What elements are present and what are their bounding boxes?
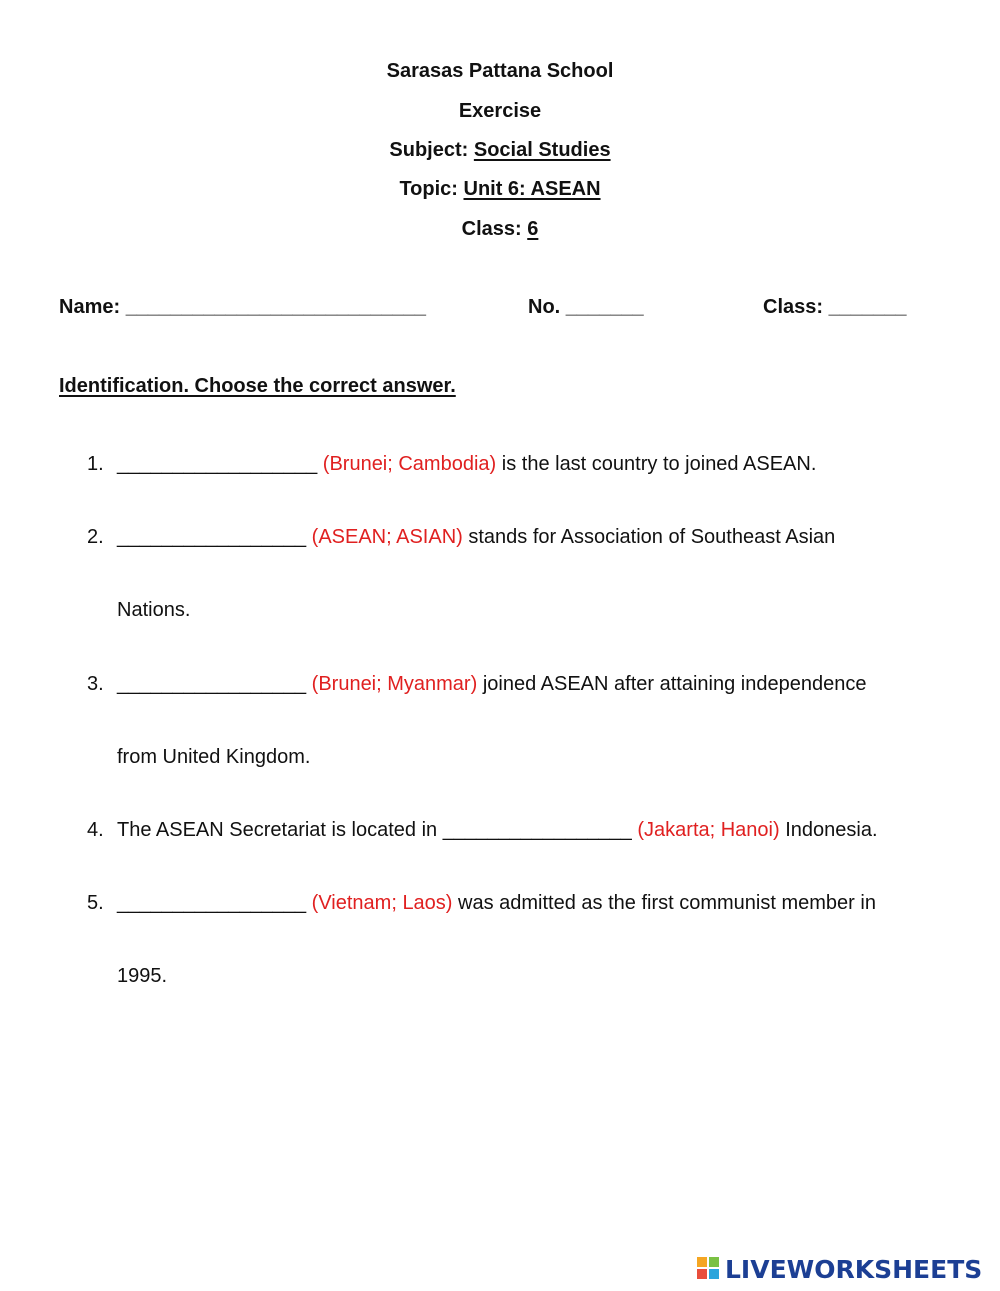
subject-label: Subject: — [389, 139, 474, 161]
class-value: 6 — [527, 218, 539, 240]
subject-line — [0, 138, 1000, 162]
class-line — [0, 217, 1000, 241]
logo-block — [709, 1269, 719, 1279]
question-number: 1. — [87, 453, 104, 475]
answer-options: (Brunei; Myanmar) — [311, 673, 478, 695]
name-field[interactable]: Name: ___________________________ — [59, 296, 427, 318]
answer-blank[interactable]: _________________ — [117, 892, 312, 914]
question-2-continued — [0, 598, 191, 670]
answer-options: (ASEAN; ASIAN) — [311, 526, 463, 548]
question-5-continued — [0, 964, 168, 1036]
student-info-row — [0, 295, 1000, 319]
question-text: stands for Association of Southeast Asian — [462, 526, 836, 548]
topic-label: Topic: — [399, 178, 464, 200]
logo-block — [697, 1257, 707, 1267]
answer-blank[interactable]: _________________ — [117, 673, 312, 695]
question-line: Nations. — [117, 599, 191, 621]
question-line: 1995. — [117, 965, 168, 987]
question-line — [117, 672, 866, 696]
liveworksheets-logo — [697, 1255, 982, 1285]
question-number: 2. — [87, 526, 104, 548]
topic-line — [0, 177, 1000, 201]
topic-value: Unit 6: ASEAN — [463, 178, 601, 200]
subject-value: Social Studies — [473, 139, 611, 161]
answer-blank[interactable]: _________________ — [117, 526, 312, 548]
answer-options: (Brunei; Cambodia) — [322, 453, 497, 475]
class-label: Class: — [461, 218, 528, 240]
number-field[interactable]: No. _______ — [528, 296, 644, 318]
question-text: is the last country to joined ASEAN. — [496, 453, 817, 475]
question-text-with-blank[interactable]: The ASEAN Secretariat is located in _________________ — [117, 819, 638, 841]
question-number: 5. — [87, 892, 104, 914]
question-line — [117, 818, 878, 842]
answer-options: (Jakarta; Hanoi) — [637, 819, 780, 841]
document-type: Exercise — [458, 100, 542, 122]
logo-block — [697, 1269, 707, 1279]
question-number: 3. — [87, 673, 104, 695]
question-text: Indonesia. — [779, 819, 878, 841]
section-title: Identification. Choose the correct answer. — [59, 375, 456, 397]
class-field[interactable]: Class: _______ — [763, 296, 907, 318]
question-3-continued — [0, 745, 311, 817]
school-name: Sarasas Pattana School — [386, 60, 614, 82]
answer-options: (Vietnam; Laos) — [311, 892, 453, 914]
question-line — [117, 452, 816, 476]
logo-text: LIVEWORKSHEETS — [725, 1255, 983, 1284]
question-text: joined ASEAN after attaining independence — [477, 673, 867, 695]
logo-block — [709, 1257, 719, 1267]
answer-blank[interactable]: __________________ — [117, 453, 323, 475]
question-line: from United Kingdom. — [117, 746, 311, 768]
question-text: was admitted as the first communist member in — [452, 892, 876, 914]
logo-blocks-icon — [697, 1257, 721, 1283]
question-line — [117, 525, 835, 549]
question-line — [117, 891, 876, 915]
question-number: 4. — [87, 819, 104, 841]
